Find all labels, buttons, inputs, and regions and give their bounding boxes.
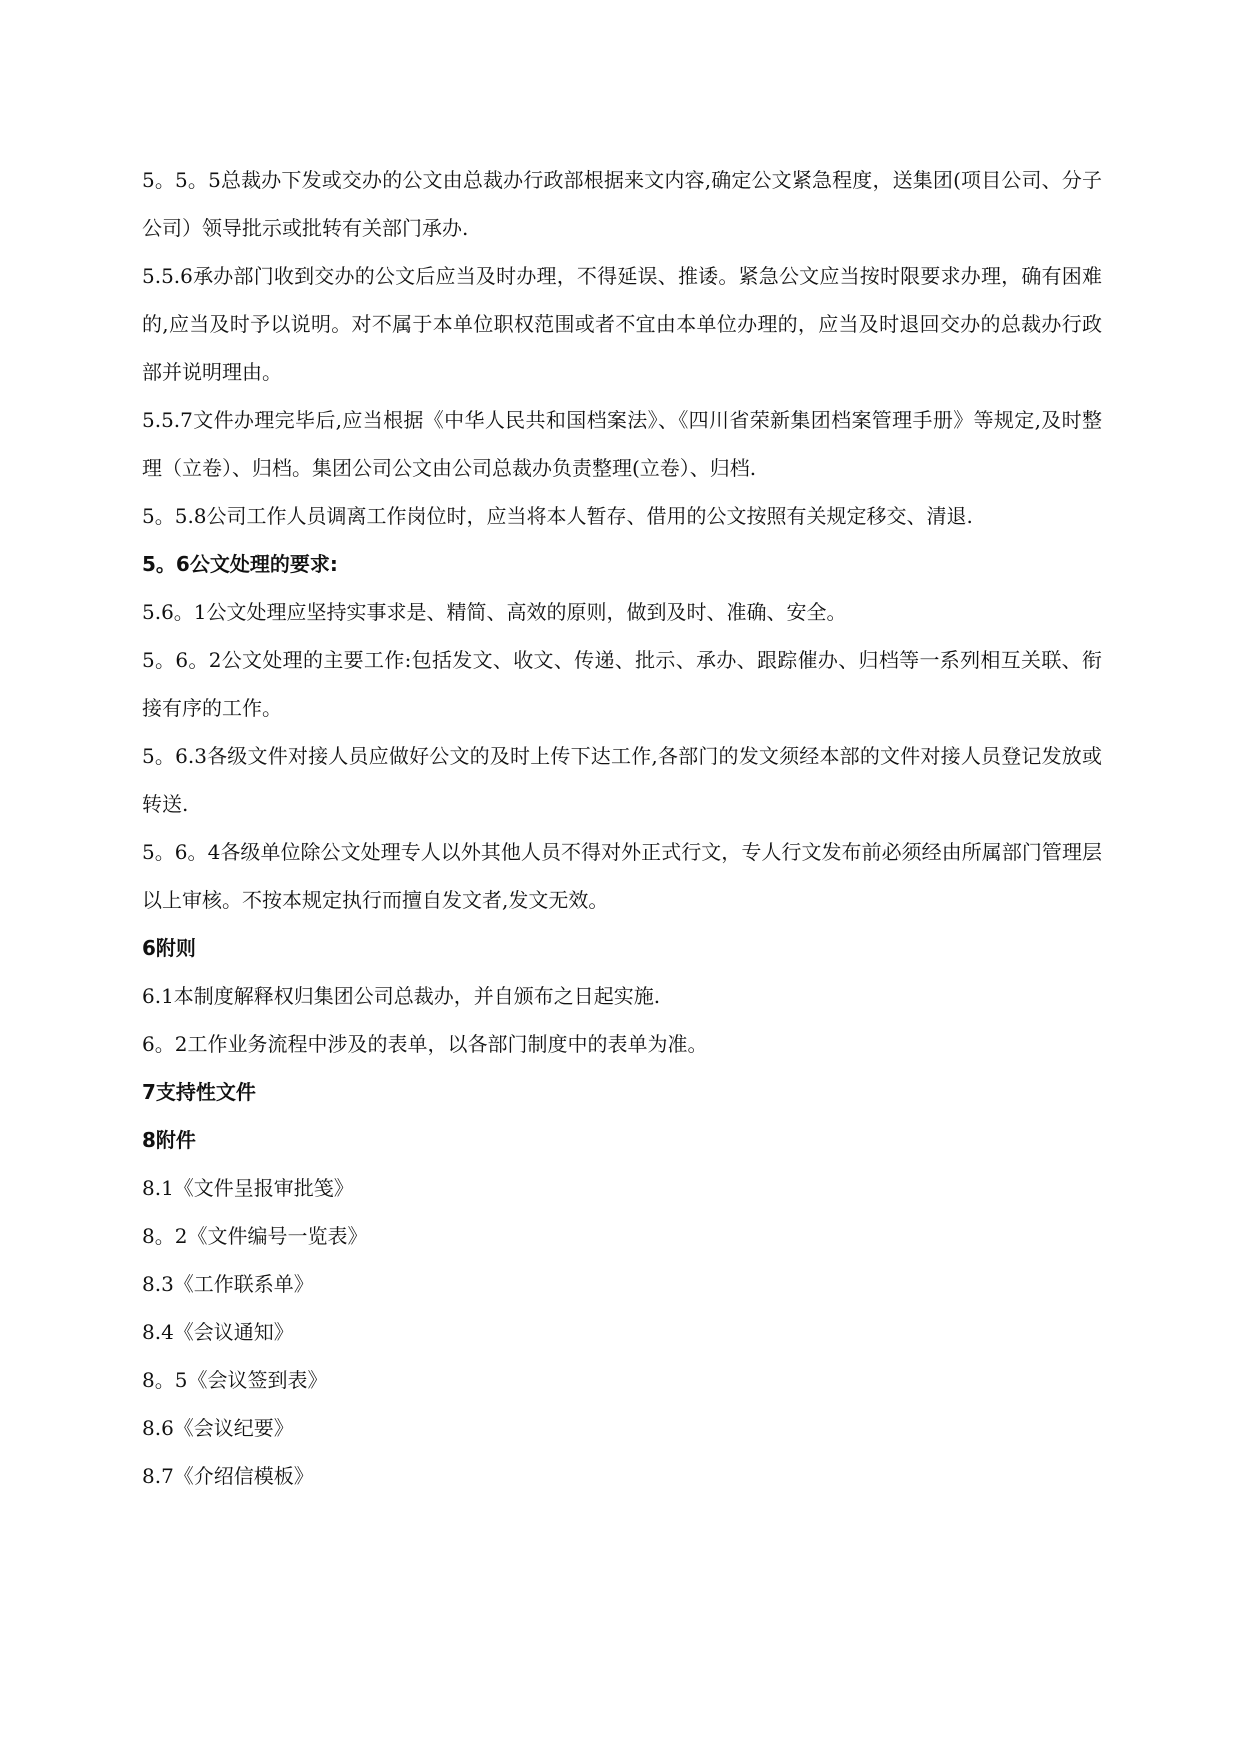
attachment-item: 8.7《介绍信模板》 bbox=[142, 1464, 314, 1488]
attachment-item: 8.1《文件呈报审批笺》 bbox=[142, 1176, 354, 1200]
paragraph-5-6-2: 5。6。2公文处理的主要工作:包括发文、收文、传递、批示、承办、跟踪催办、归档等一系列相互关联、衔接有序的工作。 bbox=[142, 648, 1102, 720]
paragraph-5-6-1: 5.6。1公文处理应坚持实事求是、精简、高效的原则，做到及时、准确、安全。 bbox=[142, 600, 847, 624]
attachment-item: 8.3《工作联系单》 bbox=[142, 1272, 314, 1296]
heading-8: 8附件 bbox=[142, 1128, 196, 1152]
paragraph-5-6-3: 5。6.3各级文件对接人员应做好公文的及时上传下达工作,各部门的发文须经本部的文件对接人员登记发放或转送. bbox=[142, 744, 1102, 816]
paragraph-6-2: 6。2工作业务流程中涉及的表单，以各部门制度中的表单为准。 bbox=[142, 1032, 708, 1056]
heading-5-6: 5。6公文处理的要求: bbox=[142, 552, 338, 576]
paragraph-5-5-6: 5.5.6承办部门收到交办的公文后应当及时办理，不得延误、推诿。紧急公文应当按时限要求办理，确有困难的,应当及时予以说明。对不属于本单位职权范围或者不宜由本单位办理的，应当及时退回交办的总裁办行政部并说明理由。 bbox=[142, 264, 1102, 384]
paragraph-5-5-8: 5。5.8公司工作人员调离工作岗位时，应当将本人暂存、借用的公文按照有关规定移交、清退. bbox=[142, 504, 973, 528]
attachment-item: 8。5《会议签到表》 bbox=[142, 1368, 328, 1392]
paragraph-5-5-5: 5。5。5总裁办下发或交办的公文由总裁办行政部根据来文内容,确定公文紧急程度，送集团(项目公司、分子公司）领导批示或批转有关部门承办. bbox=[142, 168, 1102, 240]
paragraph-6-1: 6.1本制度解释权归集团公司总裁办，并自颁布之日起实施. bbox=[142, 984, 661, 1008]
paragraph-5-5-7: 5.5.7文件办理完毕后,应当根据《中华人民共和国档案法》、《四川省荣新集团档案管理手册》等规定,及时整理（立卷）、归档。集团公司公文由公司总裁办负责整理(立卷）、归档. bbox=[142, 408, 1102, 480]
document-page bbox=[142, 156, 1102, 1500]
attachment-item: 8.4《会议通知》 bbox=[142, 1320, 294, 1344]
heading-6: 6附则 bbox=[142, 936, 196, 960]
paragraph-5-6-4: 5。6。4各级单位除公文处理专人以外其他人员不得对外正式行文，专人行文发布前必须经由所属部门管理层以上审核。不按本规定执行而擅自发文者,发文无效。 bbox=[142, 840, 1102, 912]
heading-7: 7支持性文件 bbox=[142, 1080, 256, 1104]
attachment-item: 8.6《会议纪要》 bbox=[142, 1416, 294, 1440]
attachment-item: 8。2《文件编号一览表》 bbox=[142, 1224, 368, 1248]
